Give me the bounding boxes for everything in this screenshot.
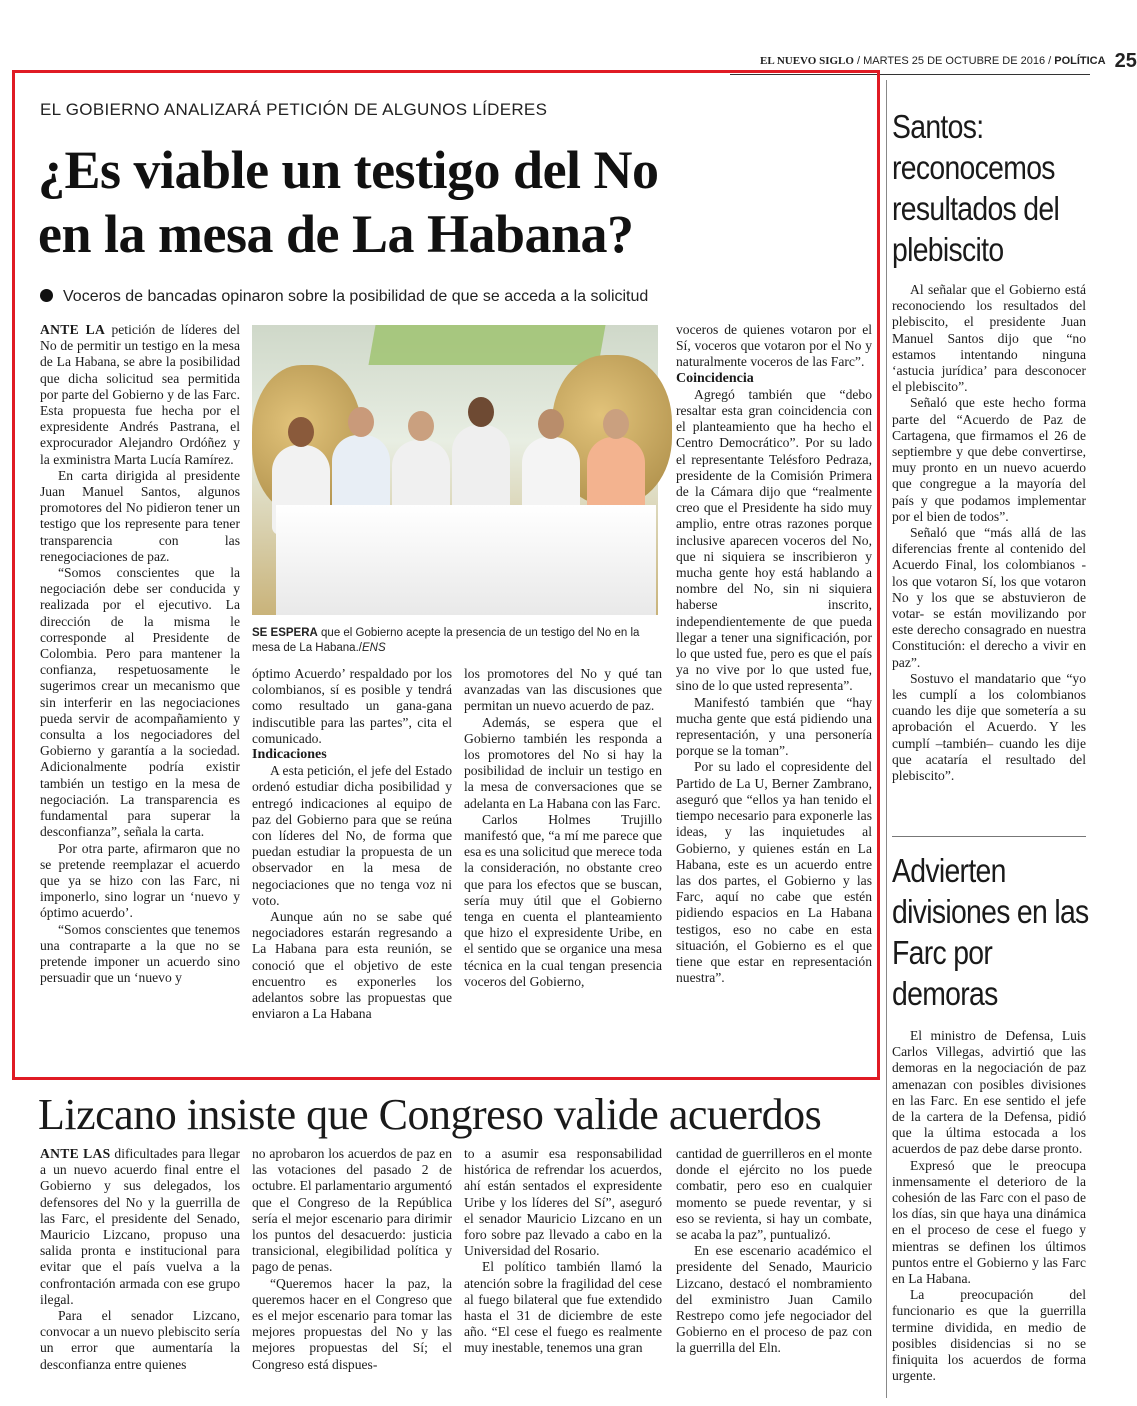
highlight-box <box>12 70 880 1080</box>
bottom-column-2 <box>252 1146 452 1373</box>
sidebar-separator <box>892 836 1086 837</box>
bottom-col3-p2: El político también llamó la atención sobre la fragilidad del cese al fuego bilateral que fue extendido hasta el 31 de diciembre de este año. “El cese el fuego es realmente muy inestable, tenemos una gran <box>464 1259 662 1356</box>
sidebar2-body <box>892 1028 1086 1384</box>
main-deck-text: Voceros de bancadas opinaron sobre la posibilidad de que se acceda a la solicitud <box>63 288 649 305</box>
bottom-headline: Lizcano insiste que Congreso valide acuerdos <box>38 1090 822 1139</box>
main-col2-p3: Aunque aún no se sabe qué negociadores estarán regresando a La Habana para esta reunión, se conoció que el objetivo de este encuentro es exponerles los adelantos sobre las propuestas que enviaron a La Habana <box>252 909 452 1022</box>
main-col3-p2: Además, se espera que el Gobierno también les responda a los promotores del No si hay la posibilidad de incluir un testigo en la mesa de conversaciones que se adelanta en La Habana con las Farc. <box>464 714 662 811</box>
main-kicker: EL GOBIERNO ANALIZARÁ PETICIÓN DE ALGUNOS LÍDERES <box>40 100 548 119</box>
sidebar1-headline: Santos: reconocemos resultados del plebiscito <box>892 108 1060 268</box>
photo-credit: ENS <box>361 642 386 654</box>
main-col4-p2: Agregó también que “debo resaltar esta gran coincidencia con el planteamiento que ha hecho el Centro Democrático”. Por su lado el representante Telésforo Pedraza, presidente de la Comisión Primera de la Cámara dijo que “realmente creo que el Presidente ha sido muy amplio, entre otras razones porque inclusive aparecen voceros del No, que ni siquiera se inscribieron y mucha gente hoy está hablando a nombre del No, sin ni siquiera haberse inscrito, independientemente de que pueda llegar a tener una significación, por lo que usted fue, pero es que el país ya no vive por lo que usted fue, sino de lo que usted representa”. <box>676 386 872 694</box>
main-col1-p5: “Somos conscientes que tenemos una contraparte a la que no se pretende imponer un acuerdo sino persuadir que un ‘nuevo y <box>40 921 240 986</box>
page-number: 25 <box>1114 50 1137 72</box>
bottom-column-4 <box>676 1146 872 1357</box>
bottom-col1-p1 <box>40 1146 240 1308</box>
bottom-col4-p2: En ese escenario académico el presidente del Senado, Mauricio Lizcano, destacó el nombramiento del exministro Juan Camilo Restrepo como jefe negociador del Gobierno en el proceso de paz con la guerrilla del Eln. <box>676 1243 872 1356</box>
sidebar1-p4: Sostuvo el mandatario que “yo les cumplí a los colombianos cuando les dije que sometería a su aprobación el Acuerdo. Y les cumplí –también– cuando les dije que acataría el resultado del plebiscito”. <box>892 670 1086 784</box>
sidebar1-body <box>892 282 1086 784</box>
subhead-coincidencia: Coincidencia <box>676 370 754 386</box>
section-name: POLÍTICA <box>1054 55 1106 67</box>
newspaper-name: EL NUEVO SIGLO <box>760 55 854 67</box>
main-headline-line2: en la mesa de La Habana? <box>38 204 634 264</box>
paragraph-text: petición de líderes del No de permitir un testigo en la mesa de La Habana, se abre la posibilidad que dicha solicitud sea permitida por parte del Gobierno y de las Farc. Esta propuesta fue hecha por el expresidente Andrés Pastrana, el exprocurador Alejandro Ordóñez y la exministra Marta Lucía Ramírez. <box>40 322 240 467</box>
lead-in: ANTE LAS <box>40 1146 111 1161</box>
bottom-col3-p1: to a asumir esa responsabilidad histórica de refrendar los acuerdos, ahí están sentados el expresidente Uribe y los líderes del Sí”, aseguró el senador Mauricio Lizcano en un foro sobre paz llevado a cabo en la Universidad del Rosario. <box>464 1146 662 1259</box>
main-col2-p1: óptimo Acuerdo’ respaldado por los colombianos, sí es posible y tendrá como resultado un gana-gana indiscutible para las partes”, cita el comunicado. <box>252 666 452 746</box>
caption-lead: SE ESPERA <box>252 627 318 639</box>
sidebar2-p1: El ministro de Defensa, Luis Carlos Villegas, advirtió que las demoras en la negociación de paz amenazan con posibles divisiones en las Farc. En ese sentido el jefe de la cartera de la Defensa, pidió que la última estocada a los acuerdos de paz debe darse pronto. <box>892 1028 1086 1157</box>
sidebar2-p2: Expresó que le preocupa inmensamente el deterioro de la cohesión de las Farc con el paso de los días, sin que haya una dinámica en el proceso de cese el fuego y mientras se definen los últimos puntos entre el Gobierno y las Farc en La Habana. <box>892 1157 1086 1287</box>
sidebar2-p3: La preocupación del funcionario es que la guerrilla termine dividida, en medio de posibles disidencias si no se finiquita los acuerdos de forma urgente. <box>892 1287 1086 1384</box>
subhead-indicaciones: Indicaciones <box>252 747 327 763</box>
sidebar1-p2: Señaló que este hecho forma parte del “Acuerdo de Paz de Cartagena, que firmamos el 26 de septiembre y que debe convertirse, muy pronto en un nuevo acuerdo que congregue a la mayoría del país y que podamos implementar por el bien de todos”. <box>892 395 1086 524</box>
sidebar-divider <box>886 80 887 1398</box>
sidebar1-p3: Señaló que “más allá de las diferencias frente al contenido del Acuerdo Final, los colombianos -los que votaron Sí, los que votaron No y los que se abstuvieron de votar- se están movilizando por este derecho consagrado en nuestra Constitución: el derecho a vivir en paz”. <box>892 525 1086 670</box>
sidebar1-p1: Al señalar que el Gobierno está reconociendo los resultados del plebiscito, el presidente Juan Manuel Santos dijo que “no estamos intentando ninguna ‘astucia jurídica’ para desconocer el plebiscito”. <box>892 282 1086 395</box>
issue-date: MARTES 25 DE OCTUBRE DE 2016 <box>863 55 1046 67</box>
main-col2-p2: A esta petición, el jefe del Estado ordenó estudiar dicha posibilidad y entregó indicaciones al equipo de paz del Gobierno para que se reúna con líderes del No, de forma que puedan estudiar la propuesta de un observador en la mesa de negociaciones que no tenga voz ni voto. <box>252 763 452 908</box>
main-headline-line1: ¿Es viable un testigo del No <box>38 140 659 200</box>
main-col1-p4: Por otra parte, afirmaron que no se pretende reemplazar el acuerdo que ya se hizo con las Farc, ni imponerlo, sino lograr un ‘nuevo y óptimo acuerdo’. <box>40 840 240 921</box>
bottom-col2-p2: “Queremos hacer la paz, la queremos hacer en el Congreso que es el mejor escenario para tomar las mejores propuestas del No y las mejores propuestas del Sí; el Congreso está dispues- <box>252 1275 452 1372</box>
bottom-col1-p2: Para el senador Lizcano, convocar a un nuevo plebiscito sería un error que aumentaría la desconfianza entre quienes <box>40 1308 240 1372</box>
caption-text: que el Gobierno acepte la presencia de un testigo del No en la mesa de La Habana./ <box>252 627 640 654</box>
page-masthead: EL NUEVO SIGLO / MARTES 25 DE OCTUBRE DE 2016 / POLÍTICA 25 <box>760 50 1137 72</box>
main-col4-p4: Por su lado el copresidente del Partido de La U, Berner Zambrano, aseguró que “ellos ya han tenido el tiempo necesario para exponerle las ideas, y las inquietudes al Gobierno, y quienes están en La Habana, este es un acuerdo entre las dos partes, el Gobierno y las Farc, aquí no cabe que estén pidiendo espacios en La Habana testigos, eso no cabe en esta situación, el Gobierno es el que tiene que estar en representación nuestra”. <box>676 759 872 986</box>
lead-in: ANTE LA <box>40 322 106 337</box>
paragraph-text: dificultades para llegar a un nuevo acuerdo final entre el Gobierno y sus delegados, los defensores del No y la guerrilla de las Farc, el presidente del Senado, Mauricio Lizcano, propuso una salida pronta e institucional para evitar que el país vuelva a la confrontación armada con ese grupo ilegal. <box>40 1146 240 1307</box>
bottom-col4-p1: cantidad de guerrilleros en el monte donde el ejército no los puede combatir, pero eso en cualquier momento se puede reventar, y si eso se revienta, si hay un combate, se acaba la paz”, puntualizó. <box>676 1146 872 1243</box>
bottom-column-1 <box>40 1146 240 1373</box>
main-col4-p3: Manifestó también que “hay mucha gente que está pidiendo una representación, y una personería porque se la toman”. <box>676 694 872 759</box>
main-col1-p3: “Somos conscientes que la negociación debe ser conducida y realizada por el ejecutivo. La dirección de la misma le corresponde al Presidente de Colombia. Pero para mantener la confianza, respetuosamente le sugerimos crear un mecanismo que sin interferir en las negociaciones pueda servir de acompañamiento y consulta a los negociadores del Gobierno y garantía a la sociedad. Adicionalmente podría existir también un testigo en la mesa de negociación. La transparencia es fundamental para superar la desconfianza”, señala la carta. <box>40 565 240 840</box>
main-col3-p1: los promotores del No y qué tan avanzadas van las discusiones que permitan un nuevo acuerdo de paz. <box>464 666 662 714</box>
main-col1-p2: En carta dirigida al presidente Juan Manuel Santos, algunos promotores del No pidieron tener un testigo que los represente para tener transparencia con las renegociaciones de paz. <box>40 467 240 564</box>
sidebar2-headline: Advierten divisiones en las Farc por demoras <box>892 852 1089 1012</box>
bottom-col2-p1: no aprobaron los acuerdos de paz en las votaciones del pasado 2 de octubre. El parlamentario argumentó que el Congreso de la República sería el mejor escenario para dirimir los puntos del desacuerdo: justicia transicional, elegibilidad política y pago de penas. <box>252 1146 452 1275</box>
bottom-column-3 <box>464 1146 662 1357</box>
main-col3-p3: Carlos Holmes Trujillo manifestó que, “a mí me parece que esa es una solicitud que merece toda la consideración, no obstante creo que para los efectos que se buscan, sería muy útil que el Gobierno tenga en cuenta el planteamiento que hizo el expresidente Uribe, en el sentido que se organice una mesa técnica en la cual tengan presencia voceros del Gobierno, <box>464 811 662 989</box>
main-col4-p1: voceros de quienes votaron por el Sí, voceros que votaron por el No y naturalmente voceros de las Farc”. <box>676 322 872 370</box>
